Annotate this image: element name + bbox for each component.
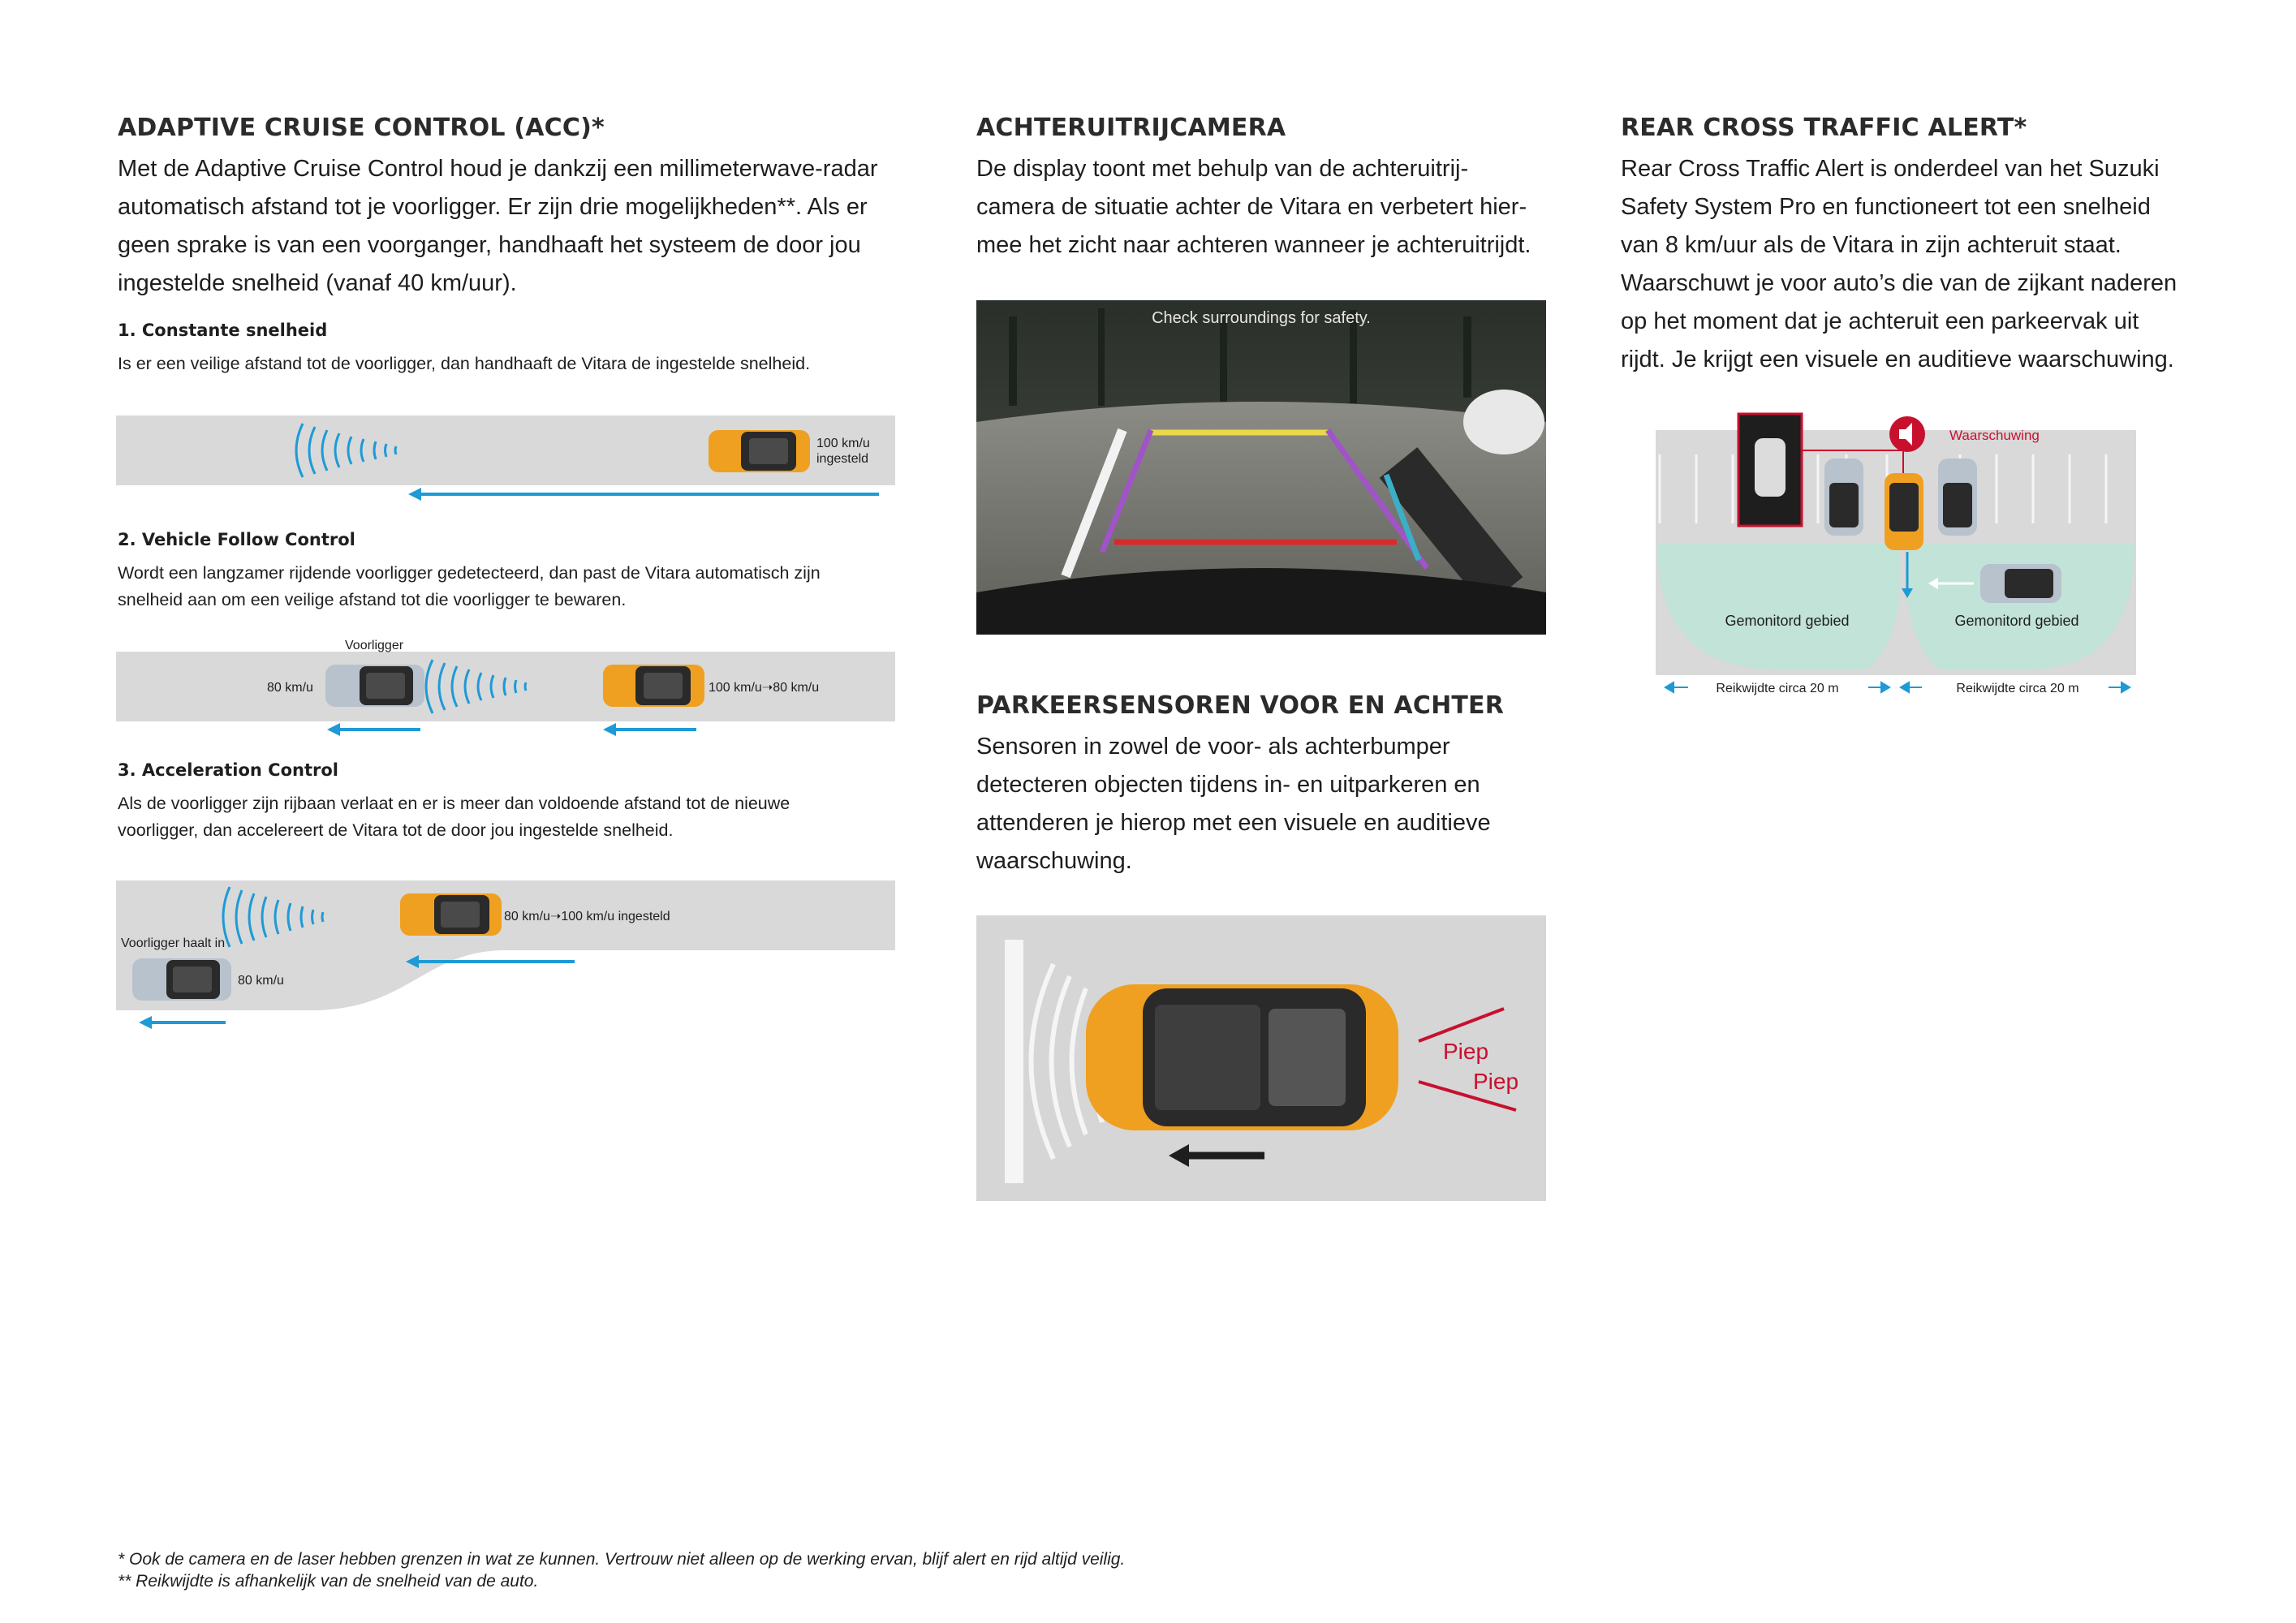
parking-line: detecteren objecten tijdens in- en uitparkeren en [976, 772, 1480, 798]
warning-label: Waarschuwing [1949, 428, 2040, 443]
rcta-line: Safety System Pro en functioneert tot een snelheid [1621, 194, 2151, 220]
camera-title: ACHTERUITRIJCAMERA [976, 114, 1286, 142]
rcta-line: rijdt. Je krijgt een visuele en auditieve waarschuwing. [1621, 347, 2174, 372]
rcta-line: Waarschuwt je voor auto’s die van de zijkant naderen [1621, 270, 2178, 296]
direction-arrow [139, 1016, 226, 1029]
own-speed: 100 km/u➝80 km/u [709, 681, 820, 695]
parking-line: waarschuwing. [976, 848, 1132, 874]
own-speed: 80 km/u➝100 km/u ingesteld [504, 910, 670, 923]
direction-arrow [327, 723, 420, 736]
mode3-title: 3. Acceleration Control [118, 760, 338, 780]
footnotes [118, 1548, 1579, 1592]
speed-label-2: ingesteld [816, 452, 869, 466]
acceleration-control-diagram [116, 880, 895, 1035]
parking-title: PARKEERSENSOREN VOOR EN ACHTER [976, 691, 1505, 720]
parking-line: Sensoren in zowel de voor- als achterbumper [976, 734, 1450, 760]
beep-label-2: Piep [1473, 1069, 1519, 1094]
footnote: ** Reikwijdte is afhankelijk van de snelheid van de auto. [118, 1572, 539, 1591]
rcta-line: Rear Cross Traffic Alert is onderdeel van het Suzuki [1621, 156, 2160, 182]
camera-screen-text: Check surroundings for safety. [1152, 309, 1371, 327]
leader-speed: 80 km/u [267, 681, 313, 695]
constant-speed-diagram [116, 414, 895, 503]
parked-car-icon [1824, 458, 1863, 536]
orange-car-icon [709, 430, 810, 472]
rear-cross-traffic-diagram [1648, 410, 2143, 706]
merging-speed: 80 km/u [238, 974, 284, 988]
parking-line: attenderen je hierop met een visuele en auditieve [976, 810, 1491, 836]
camera-line: camera de situatie achter de Vitara en verbetert hier- [976, 194, 1527, 220]
parking-sensor-diagram [976, 915, 1546, 1201]
rcta-title: REAR CROSS TRAFFIC ALERT* [1621, 114, 2027, 142]
acc-line: automatisch afstand tot je voorligger. Er zijn drie mogelijkheden**. Als er [118, 194, 868, 220]
parking-text [976, 728, 1561, 880]
rcta-text [1621, 150, 2238, 379]
rcta-line: van 8 km/uur als de Vitara in zijn achteruit staat. [1621, 232, 2122, 258]
road-lane [116, 880, 895, 1010]
leader-label: Voorligger [345, 639, 404, 652]
range-label-left: Reikwijdte circa 20 m [1716, 682, 1839, 695]
mode2-line: Wordt een langzamer rijdende voorligger gedetecteerd, dan past de Vitara automatisch zijn [118, 563, 821, 583]
zone-label-right: Gemonitord gebied [1954, 613, 2079, 629]
approaching-car-icon [1980, 564, 2061, 603]
gray-car-icon [325, 665, 424, 707]
mode3-line: Als de voorligger zijn rijbaan verlaat en er is meer dan voldoende afstand tot de nieuwe [118, 794, 790, 813]
footnote: * Ook de camera en de laser hebben grenzen in wat ze kunnen. Vertrouw niet alleen op de werking ervan, blijf alert en rijd altijd veilig. [118, 1550, 1126, 1569]
mode3-line: voorligger, dan accelereert de Vitara tot de door jou ingestelde snelheid. [118, 820, 674, 840]
orange-car-icon [1885, 473, 1923, 550]
acc-line: geen sprake is van een voorganger, handhaaft het systeem de door jou [118, 232, 861, 258]
camera-line: mee het zicht naar achteren wanneer je achteruitrijdt. [976, 232, 1531, 258]
camera-line: De display toont met behulp van de achteruitrij- [976, 156, 1469, 182]
acc-line: ingestelde snelheid (vanaf 40 km/uur). [118, 270, 517, 296]
rcta-line: op het moment dat je achteruit een parkeervak uit [1621, 308, 2139, 334]
acc-intro [118, 150, 913, 303]
acc-line: Met de Adaptive Cruise Control houd je dankzij een millimeterwave-radar [118, 156, 878, 182]
mode2-line: snelheid aan om een veilige afstand tot die voorligger te bewaren. [118, 590, 627, 609]
zone-label-left: Gemonitord gebied [1725, 613, 1850, 629]
wall [1005, 940, 1023, 1183]
parked-car-icon [1938, 458, 1977, 536]
merging-label: Voorligger haalt in [121, 936, 226, 950]
gray-car-icon [132, 958, 231, 1001]
orange-car-icon [1086, 984, 1398, 1130]
orange-car-icon [400, 893, 502, 936]
mode2-title: 2. Vehicle Follow Control [118, 530, 355, 549]
orange-car-icon [603, 665, 704, 707]
speed-label-1: 100 km/u [816, 437, 870, 450]
acc-title: ADAPTIVE CRUISE CONTROL (ACC)* [118, 114, 605, 142]
beep-label-1: Piep [1443, 1039, 1489, 1064]
mode1-title: 1. Constante snelheid [118, 321, 328, 340]
follow-control-diagram [116, 637, 895, 743]
range-label-right: Reikwijdte circa 20 m [1956, 682, 2079, 695]
mode3-text [118, 790, 929, 844]
camera-text [976, 150, 1561, 265]
direction-arrow [603, 723, 696, 736]
parked-car [1463, 390, 1544, 454]
mode1-text: Is er een veilige afstand tot de voorligger, dan handhaaft de Vitara de ingestelde snelheid. [118, 354, 811, 373]
display-car-icon [1755, 438, 1786, 497]
rear-camera-view [976, 300, 1546, 635]
direction-arrow [408, 488, 879, 501]
mode2-text [118, 560, 929, 613]
